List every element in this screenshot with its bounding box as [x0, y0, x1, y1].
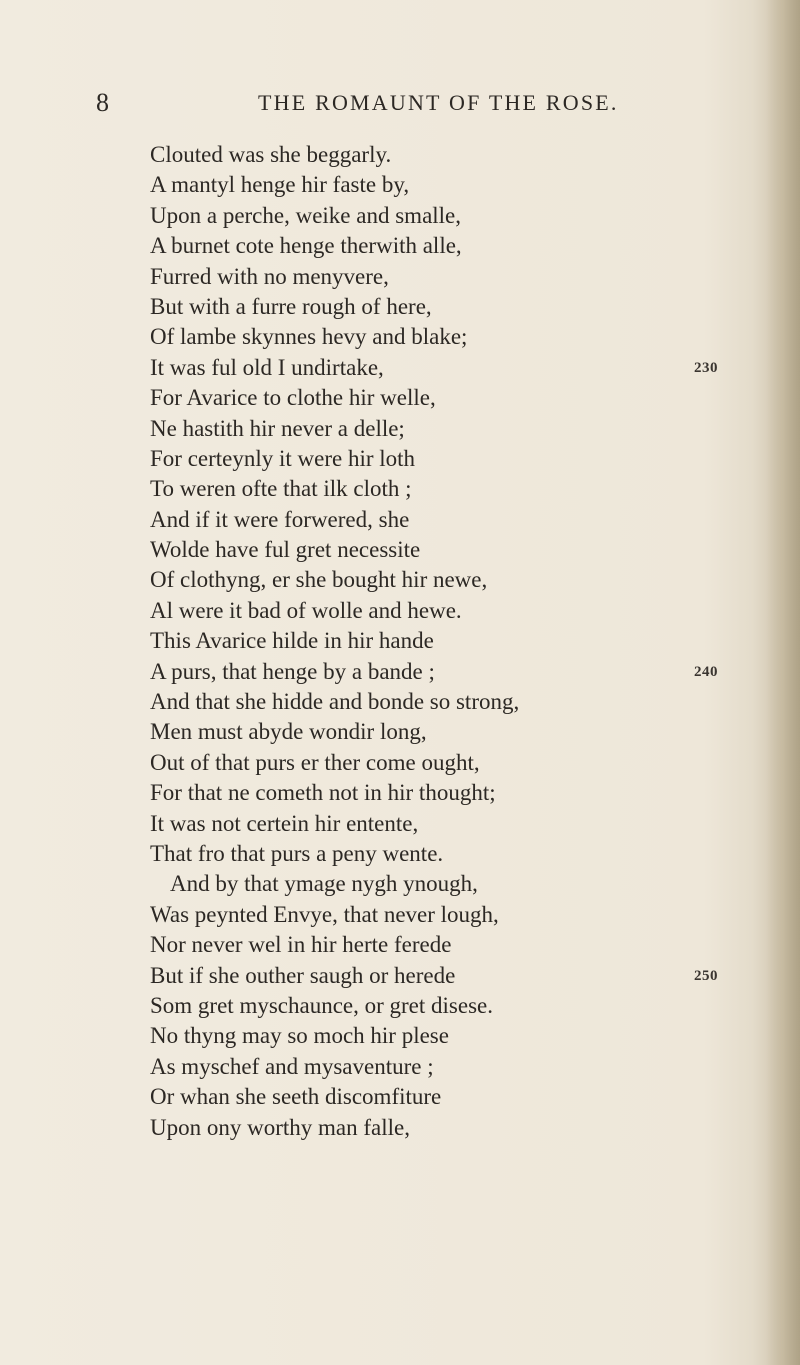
verse-line	[0, 930, 800, 960]
verse-line-text: Clouted was she beggarly.	[150, 142, 392, 167]
verse-line-text: It was not certein hir entente,	[150, 810, 419, 836]
verse-line	[0, 535, 800, 565]
verse-line	[0, 1113, 800, 1143]
verse-line	[0, 991, 800, 1021]
verse-line-text: This Avarice hilde in hir hande	[150, 628, 434, 654]
verse-line-text: And if it were forwered, she	[150, 506, 410, 532]
verse-line	[0, 170, 800, 200]
verse-line	[0, 626, 800, 656]
line-number: 230	[694, 359, 718, 376]
verse-line	[0, 565, 800, 595]
verse-line-text: To weren ofte that ilk cloth ;	[150, 476, 412, 502]
verse-line	[0, 809, 800, 839]
verse-line-text: For Avarice to clothe hir welle,	[150, 385, 436, 411]
verse-line	[0, 778, 800, 808]
verse-line	[0, 262, 800, 292]
verse-line	[0, 383, 800, 413]
verse-line-text: Of lambe skynnes hevy and blake;	[150, 324, 468, 350]
verse-line-text: And that she hidde and bonde so strong,	[150, 689, 520, 715]
verse-line	[0, 748, 800, 778]
verse-line	[0, 1052, 800, 1082]
verse-line-text: A burnet cote henge therwith alle,	[150, 233, 462, 259]
verse-line-text: Nor never wel in hir herte ferede	[150, 932, 452, 958]
page-number: 8	[96, 88, 110, 117]
poem-text	[0, 140, 800, 1143]
verse-line-text: For that ne cometh not in hir thought;	[150, 780, 496, 806]
verse-line-text: Upon ony worthy man falle,	[150, 1114, 410, 1140]
verse-line-text: Wolde have ful gret necessite	[150, 537, 421, 563]
verse-line-text: But if she outher saugh or herede	[150, 962, 456, 988]
verse-line	[0, 353, 800, 383]
verse-line-text: And by that ymage nygh ynough,	[170, 871, 478, 897]
verse-line	[0, 505, 800, 535]
verse-line-text: Furred with no menyvere,	[150, 263, 389, 289]
verse-line-text: Al were it bad of wolle and hewe.	[150, 597, 462, 623]
verse-line-text: A purs, that henge by a bande ;	[150, 658, 435, 684]
verse-line	[0, 231, 800, 261]
verse-line	[0, 717, 800, 747]
verse-line	[0, 474, 800, 504]
verse-line	[0, 414, 800, 444]
verse-line	[0, 839, 800, 869]
verse-line	[0, 900, 800, 930]
verse-line-text: Of clothyng, er she bought hir newe,	[150, 567, 488, 593]
verse-line-text: As myschef and mysaventure ;	[150, 1053, 434, 1079]
verse-line-text: Out of that purs er ther come ought,	[150, 749, 480, 775]
verse-line	[0, 687, 800, 717]
verse-line-text: Upon a perche, weike and smalle,	[150, 202, 462, 228]
verse-line-text: No thyng may so moch hir plese	[150, 1023, 449, 1049]
verse-line-text: Ne hastith hir never a delle;	[150, 415, 405, 441]
verse-line-text: For certeynly it were hir loth	[150, 445, 416, 471]
verse-line	[0, 322, 800, 352]
verse-line-text: Or whan she seeth discomfiture	[150, 1084, 442, 1110]
verse-line	[0, 961, 800, 991]
verse-line-text: But with a furre rough of here,	[150, 293, 432, 319]
line-number: 250	[694, 967, 718, 984]
line-number: 240	[694, 663, 718, 680]
verse-line	[0, 201, 800, 231]
verse-line	[0, 1021, 800, 1051]
running-title: THE ROMAUNT OF THE ROSE.	[258, 90, 619, 115]
verse-line	[0, 1082, 800, 1112]
verse-line-text: Men must abyde wondir long,	[150, 719, 427, 745]
verse-line-text: That fro that purs a peny wente.	[150, 840, 444, 866]
verse-line-text: A mantyl henge hir faste by,	[150, 172, 410, 198]
verse-line-text: Was peynted Envye, that never lough,	[150, 901, 499, 927]
verse-line	[0, 292, 800, 322]
verse-line-text: Som gret myschaunce, or gret disese.	[150, 992, 493, 1018]
verse-line-text: It was ful old I undirtake,	[150, 354, 384, 380]
verse-line	[0, 444, 800, 474]
page-header	[0, 88, 800, 122]
verse-line	[0, 657, 800, 687]
verse-line	[0, 140, 800, 170]
verse-line	[0, 596, 800, 626]
verse-line	[0, 869, 800, 899]
